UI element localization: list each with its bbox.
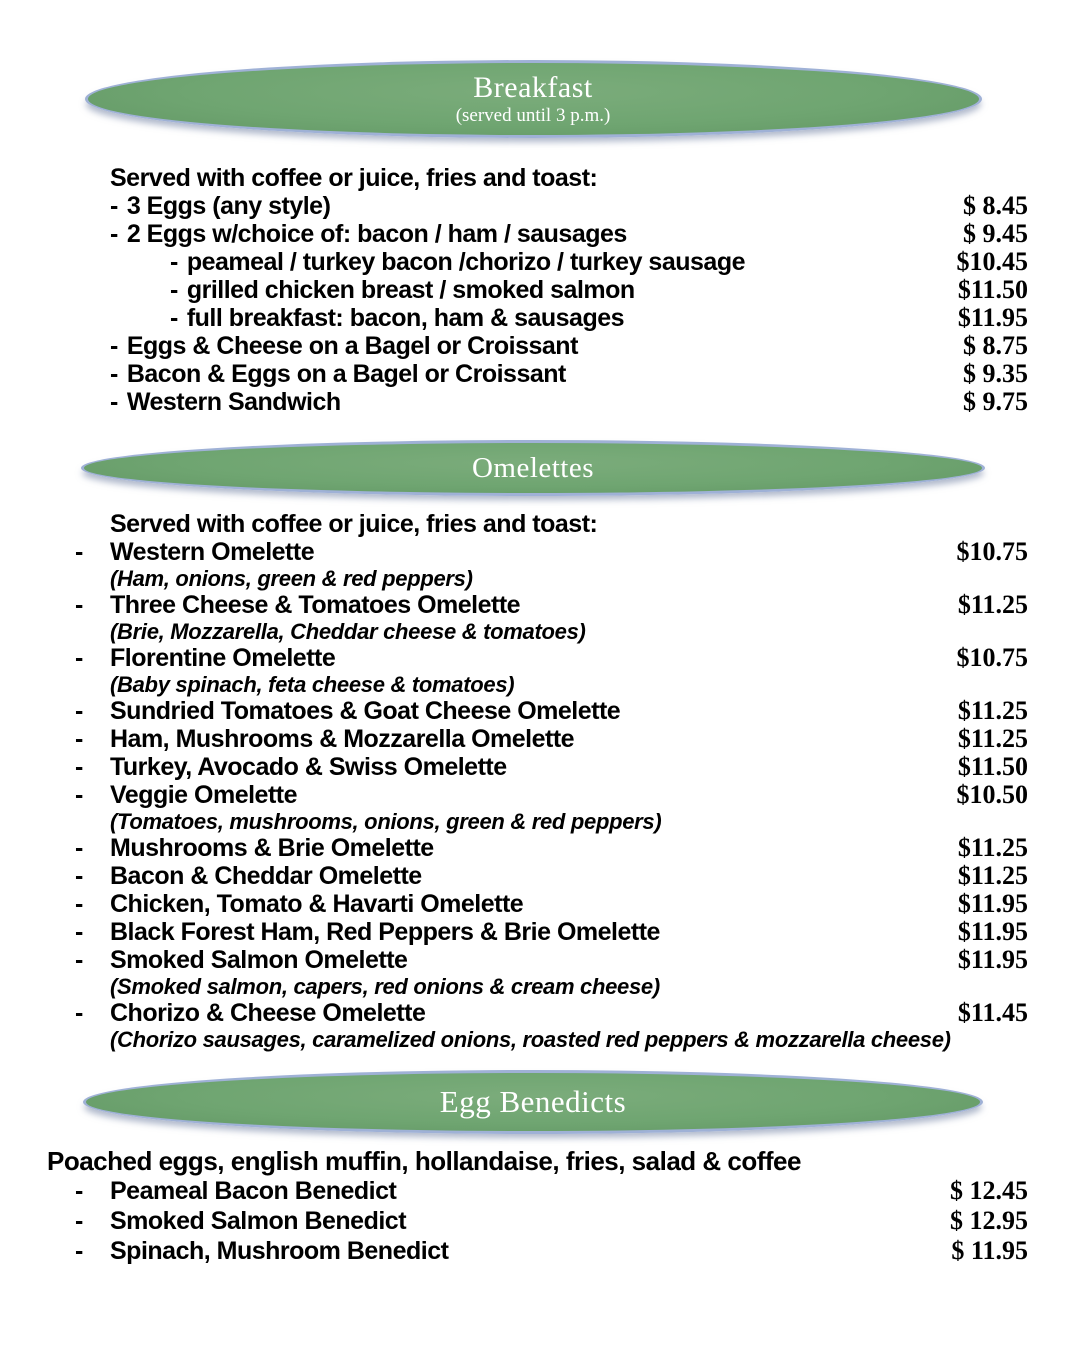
item-name: Chorizo & Cheese Omelette — [110, 999, 426, 1027]
item-price: $11.50 — [957, 275, 1028, 304]
item-name: Mushrooms & Brie Omelette — [110, 834, 434, 862]
section-intro-breakfast: Served with coffee or juice, fries and toast: — [110, 164, 598, 192]
item-name: Western Omelette — [110, 538, 315, 566]
item-name: Smoked Salmon Benedict — [110, 1207, 407, 1235]
menu-item-row — [0, 834, 1028, 862]
item-name: Spinach, Mushroom Benedict — [110, 1237, 449, 1265]
item-price: $11.95 — [957, 303, 1028, 332]
item-price: $11.25 — [957, 590, 1028, 619]
menu-item-row — [0, 220, 1028, 248]
item-dash: - — [75, 697, 83, 725]
item-price: $ 12.45 — [950, 1176, 1028, 1205]
item-name: Florentine Omelette — [110, 644, 336, 672]
menu-item-row — [0, 388, 1028, 416]
section-title-egg-benedicts: Egg Benedicts — [439, 1084, 627, 1119]
item-dash: - — [75, 834, 83, 862]
item-dash: - — [110, 220, 118, 248]
item-dash: - — [75, 538, 83, 566]
menu-item-description: (Tomatoes, mushrooms, onions, green & red peppers) — [110, 809, 662, 834]
item-name: Black Forest Ham, Red Peppers & Brie Omelette — [110, 918, 660, 946]
item-name: Peameal Bacon Benedict — [110, 1177, 397, 1205]
menu-item-row — [0, 862, 1028, 890]
item-name: 2 Eggs w/choice of: bacon / ham / sausages — [126, 220, 627, 248]
item-dash: - — [170, 276, 178, 304]
menu-item-row — [0, 1176, 1028, 1206]
item-name: 3 Eggs (any style) — [126, 192, 331, 220]
section-items-egg-benedicts — [0, 1146, 1066, 1266]
section-subtitle-breakfast: (served until 3 p.m.) — [455, 105, 611, 126]
item-dash: - — [75, 890, 83, 918]
item-name: Western Sandwich — [126, 388, 341, 416]
menu-item-row — [0, 332, 1028, 360]
item-dash: - — [110, 332, 118, 360]
item-price: $11.25 — [957, 724, 1028, 753]
menu-item-description: (Chorizo sausages, caramelized onions, roasted red peppers & mozzarella cheese) — [110, 1027, 951, 1052]
section-items-omelettes — [0, 510, 1066, 1052]
item-dash: - — [75, 644, 83, 672]
item-price: $ 8.45 — [963, 191, 1028, 220]
item-price: $10.50 — [956, 780, 1028, 809]
item-price: $ 9.45 — [963, 219, 1028, 248]
menu-item-row — [0, 276, 1028, 304]
item-name: Sundried Tomatoes & Goat Cheese Omelette — [110, 697, 621, 725]
item-dash: - — [75, 999, 83, 1027]
item-dash: - — [75, 725, 83, 753]
item-price: $11.95 — [957, 889, 1028, 918]
item-dash: - — [75, 1207, 83, 1235]
item-dash: - — [75, 918, 83, 946]
menu-item-row — [0, 644, 1028, 672]
menu-item-row — [0, 918, 1028, 946]
item-price: $11.25 — [957, 833, 1028, 862]
section-intro-egg-benedicts: Poached eggs, english muffin, hollandaise, fries, salad & coffee — [47, 1146, 801, 1176]
menu-item-row — [0, 781, 1028, 809]
menu-item-description: (Brie, Mozzarella, Cheddar cheese & tomatoes) — [110, 619, 586, 644]
section-intro-omelettes: Served with coffee or juice, fries and toast: — [110, 510, 598, 538]
item-name: Smoked Salmon Omelette — [110, 946, 408, 974]
menu-item-description: (Baby spinach, feta cheese & tomatoes) — [110, 672, 515, 697]
section-header-ellipse-egg-benedicts — [83, 1070, 983, 1134]
item-dash: - — [170, 248, 178, 276]
item-name: Turkey, Avocado & Swiss Omelette — [110, 753, 507, 781]
item-price: $11.95 — [957, 917, 1028, 946]
item-dash: - — [110, 360, 118, 388]
menu-item-row — [0, 890, 1028, 918]
menu-item-row — [0, 946, 1028, 974]
menu-item-description: (Ham, onions, green & red peppers) — [110, 566, 473, 591]
menu-item-row — [0, 538, 1028, 566]
item-price: $11.95 — [957, 945, 1028, 974]
item-dash: - — [75, 753, 83, 781]
item-price: $11.25 — [957, 861, 1028, 890]
menu-item-row — [0, 192, 1028, 220]
item-dash: - — [75, 591, 83, 619]
item-dash: - — [75, 946, 83, 974]
item-dash: - — [75, 1237, 83, 1265]
item-name: Ham, Mushrooms & Mozzarella Omelette — [110, 725, 575, 753]
item-name: Bacon & Eggs on a Bagel or Croissant — [126, 360, 566, 388]
item-dash: - — [75, 1177, 83, 1205]
menu-item-row — [0, 725, 1028, 753]
item-price: $10.75 — [956, 643, 1028, 672]
item-price: $ 8.75 — [963, 331, 1028, 360]
item-price: $11.25 — [957, 696, 1028, 725]
item-name: full breakfast: bacon, ham & sausages — [186, 304, 625, 332]
section-header-ellipse-breakfast — [85, 60, 982, 138]
item-dash: - — [75, 781, 83, 809]
section-header-ellipse-omelettes — [81, 440, 985, 496]
menu-item-row — [0, 248, 1028, 276]
item-dash: - — [110, 388, 118, 416]
section-title-breakfast: Breakfast — [473, 71, 593, 104]
item-price: $10.75 — [956, 537, 1028, 566]
item-price: $ 9.75 — [963, 387, 1028, 416]
item-price: $11.50 — [957, 752, 1028, 781]
item-name: peameal / turkey bacon /chorizo / turkey sausage — [186, 248, 745, 276]
item-price: $ 11.95 — [951, 1236, 1028, 1265]
menu-item-row — [0, 1206, 1028, 1236]
item-name: Chicken, Tomato & Havarti Omelette — [110, 890, 524, 918]
menu-item-row — [0, 753, 1028, 781]
menu-item-row — [0, 697, 1028, 725]
menu-item-row — [0, 304, 1028, 332]
menu-item-row — [0, 360, 1028, 388]
item-name: Bacon & Cheddar Omelette — [110, 862, 422, 890]
item-dash: - — [75, 862, 83, 890]
item-price: $ 12.95 — [950, 1206, 1028, 1235]
item-price: $ 9.35 — [963, 359, 1028, 388]
section-items-breakfast — [0, 164, 1066, 416]
menu-item-row — [0, 591, 1028, 619]
item-price: $10.45 — [956, 247, 1028, 276]
item-name: Eggs & Cheese on a Bagel or Croissant — [126, 332, 578, 360]
item-dash: - — [110, 192, 118, 220]
menu-item-row — [0, 1236, 1028, 1266]
item-dash: - — [170, 304, 178, 332]
item-name: Three Cheese & Tomatoes Omelette — [110, 591, 521, 619]
item-name: Veggie Omelette — [110, 781, 298, 809]
menu-item-description: (Smoked salmon, capers, red onions & cream cheese) — [110, 974, 660, 999]
section-title-omelettes: Omelettes — [471, 452, 595, 484]
menu-item-row — [0, 999, 1028, 1027]
item-name: grilled chicken breast / smoked salmon — [186, 276, 635, 304]
item-price: $11.45 — [957, 998, 1028, 1027]
